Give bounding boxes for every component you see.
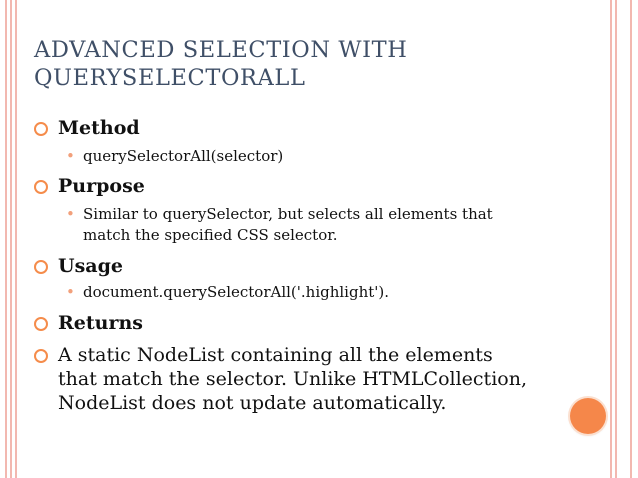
bullet-item-purpose xyxy=(34,174,145,198)
bullet-item-returns xyxy=(34,311,143,335)
sub-bullet-text: querySelectorAll(selector) xyxy=(83,147,284,165)
description-line-1: A static NodeList containing all the elements xyxy=(58,344,493,366)
border-line xyxy=(10,0,12,478)
ring-bullet-icon xyxy=(34,122,48,136)
ring-bullet-icon xyxy=(34,260,48,274)
bullet-item-method xyxy=(34,116,140,140)
bullet-item-usage xyxy=(34,254,123,278)
dot-bullet-icon: • xyxy=(66,147,75,165)
right-border-decoration xyxy=(604,0,638,478)
border-line xyxy=(5,0,7,478)
slide-title xyxy=(34,36,594,92)
bullet-label: Usage xyxy=(58,255,123,277)
border-line xyxy=(15,0,17,478)
orange-circle-icon xyxy=(570,398,606,434)
sub-bullet-usage xyxy=(34,282,389,303)
left-border-decoration xyxy=(0,0,22,478)
ring-bullet-icon xyxy=(34,180,48,194)
bullet-item-description xyxy=(34,343,538,415)
bullet-label: Purpose xyxy=(58,175,145,197)
sub-bullet-text-line-1: Similar to querySelector, but selects all elements that xyxy=(83,205,493,223)
dot-bullet-icon: • xyxy=(66,205,75,223)
bullet-label: Returns xyxy=(58,312,143,334)
title-line-2: QUERYSELECTORALL xyxy=(34,65,306,91)
sub-bullet-purpose xyxy=(34,204,603,246)
ring-bullet-icon xyxy=(34,349,48,363)
ring-bullet-icon xyxy=(34,317,48,331)
sub-bullet-text: document.querySelectorAll('.highlight'). xyxy=(83,283,390,301)
description-line-2: that match the selector. Unlike HTMLCollection, xyxy=(58,368,527,390)
sub-bullet-method xyxy=(34,146,283,167)
bullet-label: Method xyxy=(58,117,140,139)
border-line xyxy=(630,0,632,478)
border-line xyxy=(615,0,617,478)
sub-bullet-text-line-2: match the specified CSS selector. xyxy=(83,226,338,244)
dot-bullet-icon: • xyxy=(66,283,75,301)
description-line-3: NodeList does not update automatically. xyxy=(58,392,447,414)
title-line-1: ADVANCED SELECTION WITH xyxy=(34,37,408,63)
border-line xyxy=(610,0,612,478)
